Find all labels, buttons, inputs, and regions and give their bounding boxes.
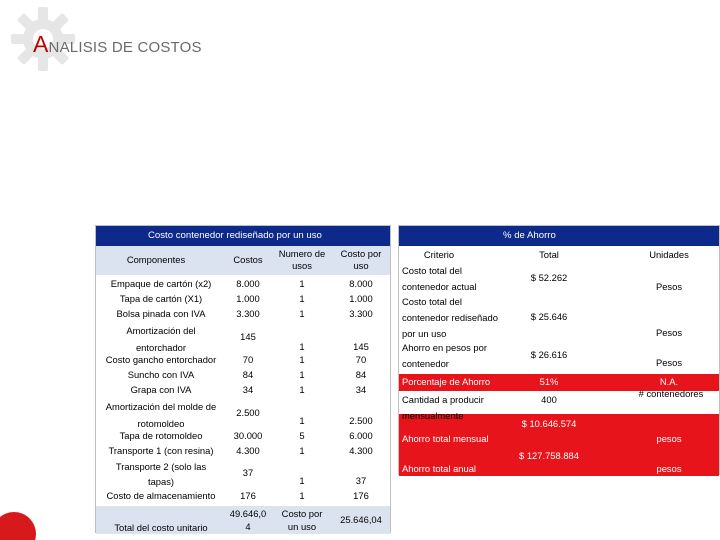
row-cost-per-use: 8.000: [349, 278, 373, 289]
row-component: Tapa de cartón (X1): [119, 293, 203, 304]
row-uses: 1: [299, 341, 305, 352]
row-uses: 1: [299, 293, 305, 304]
right-table-title: [399, 226, 719, 246]
row-cost-per-use: 2.500: [349, 415, 373, 426]
row-unidades: Pesos: [655, 281, 683, 292]
row-cost: 3.300: [236, 308, 260, 319]
row-unidades: Pesos: [655, 357, 683, 368]
row-cost: 4.300: [236, 445, 260, 456]
row-unidades: Pesos: [655, 327, 683, 338]
row-uses: 1: [299, 354, 305, 365]
row-uses: 1: [299, 384, 305, 395]
row-component: Bolsa pinada con IVA: [116, 308, 206, 319]
row-criterio: Costo total del contenedor actual: [402, 265, 477, 292]
row-uses: 5: [299, 430, 305, 441]
row-cost: 70: [242, 354, 254, 365]
row-criterio: Porcentaje de Ahorro: [402, 376, 491, 387]
row-uses: 1: [299, 445, 305, 456]
row-criterio: Cantidad a producir mensualmente: [402, 394, 484, 421]
row-cost: 176: [240, 490, 256, 501]
row-cost: 34: [242, 384, 254, 395]
row-component: Empaque de cartón (x2): [110, 278, 212, 289]
row-cost: 2.500: [236, 407, 260, 418]
total-cost: 49.646,0 4: [229, 508, 267, 532]
row-total: $ 127.758.884: [519, 450, 579, 461]
col-header-uses: Numero de usos: [278, 248, 326, 271]
row-cost-per-use: 4.300: [349, 445, 373, 456]
col-header-total: Total: [539, 249, 559, 260]
row-component: Amortización del molde de rotomoldeo: [105, 401, 217, 429]
row-total: $ 25.646: [530, 311, 568, 322]
row-component: Costo de almacenamiento: [106, 490, 216, 501]
row-total: $ 10.646.574: [521, 418, 577, 429]
row-criterio: Ahorro en pesos por contenedor: [402, 342, 487, 369]
row-component: Amortización del entorchador: [126, 325, 196, 353]
row-component: Transporte 2 (solo las tapas): [115, 461, 207, 487]
left-table-title: Costo contenedor rediseñado por un uso: [96, 226, 390, 246]
row-uses: 1: [299, 308, 305, 319]
row-cost-per-use: 84: [355, 369, 367, 380]
row-cost: 37: [242, 467, 254, 478]
row-total: 400: [541, 394, 557, 405]
row-cost-per-use: 34: [355, 384, 367, 395]
row-criterio: Costo total del contenedor rediseñado por un uso: [402, 296, 498, 339]
row-cost-per-use: 1.000: [349, 293, 373, 304]
row-cost-per-use: 3.300: [349, 308, 373, 319]
row-cost: 1.000: [236, 293, 260, 304]
row-total: $ 52.262: [530, 272, 568, 283]
total-cost-per-use: 25.646,04: [340, 514, 382, 525]
row-uses: 1: [299, 369, 305, 380]
row-total: $ 26.616: [530, 349, 568, 360]
row-uses: 1: [299, 490, 305, 501]
col-header-unidades: Unidades: [649, 249, 689, 260]
col-header-components: Componentes: [126, 254, 186, 265]
row-unidades: pesos: [656, 463, 682, 474]
row-unidades: pesos: [656, 433, 682, 444]
red-circle-decoration: [0, 512, 36, 540]
row-cost-per-use: 176: [353, 490, 369, 501]
row-cost-per-use: 37: [355, 475, 367, 486]
right-table-title-text: % de Ahorro: [503, 230, 556, 241]
slide-title-initial: A: [33, 31, 49, 57]
total-uses: Costo por un uso: [281, 508, 323, 532]
row-cost-per-use: 6.000: [349, 430, 373, 441]
row-criterio: Ahorro total anual: [402, 463, 477, 474]
row-uses: 1: [299, 278, 305, 289]
row-component: Transporte 1 (con resina): [108, 445, 214, 456]
row-unidades: N.A.: [659, 376, 679, 387]
row-cost: 30.000: [233, 430, 263, 441]
row-component: Costo gancho entorchador: [105, 354, 217, 365]
slide-title-rest: NALISIS DE COSTOS: [48, 39, 202, 56]
row-cost-per-use: 145: [353, 341, 369, 352]
row-component: Grapa con IVA: [130, 384, 192, 395]
row-component: Tapa de rotomoldeo: [119, 430, 203, 441]
redesigned-container-cost-table: [95, 225, 391, 533]
row-unidades: # contenedores: [638, 388, 704, 399]
total-label: Total del costo unitario: [114, 522, 208, 533]
row-uses: 1: [299, 475, 305, 486]
col-header-costs: Costos: [233, 254, 263, 265]
row-cost: 84: [242, 369, 254, 380]
row-cost-per-use: 70: [355, 354, 367, 365]
row-criterio: Ahorro total mensual: [402, 433, 489, 444]
col-header-cost-per-use: Costo por uso: [340, 248, 382, 271]
row-cost: 145: [240, 331, 256, 342]
row-uses: 1: [299, 415, 305, 426]
savings-table: [398, 225, 720, 475]
row-component: Suncho con IVA: [127, 369, 195, 380]
col-header-criterio: Criterio: [423, 249, 455, 260]
row-cost: 8.000: [236, 278, 260, 289]
slide-title: [33, 31, 202, 58]
row-total: 51%: [539, 376, 559, 387]
